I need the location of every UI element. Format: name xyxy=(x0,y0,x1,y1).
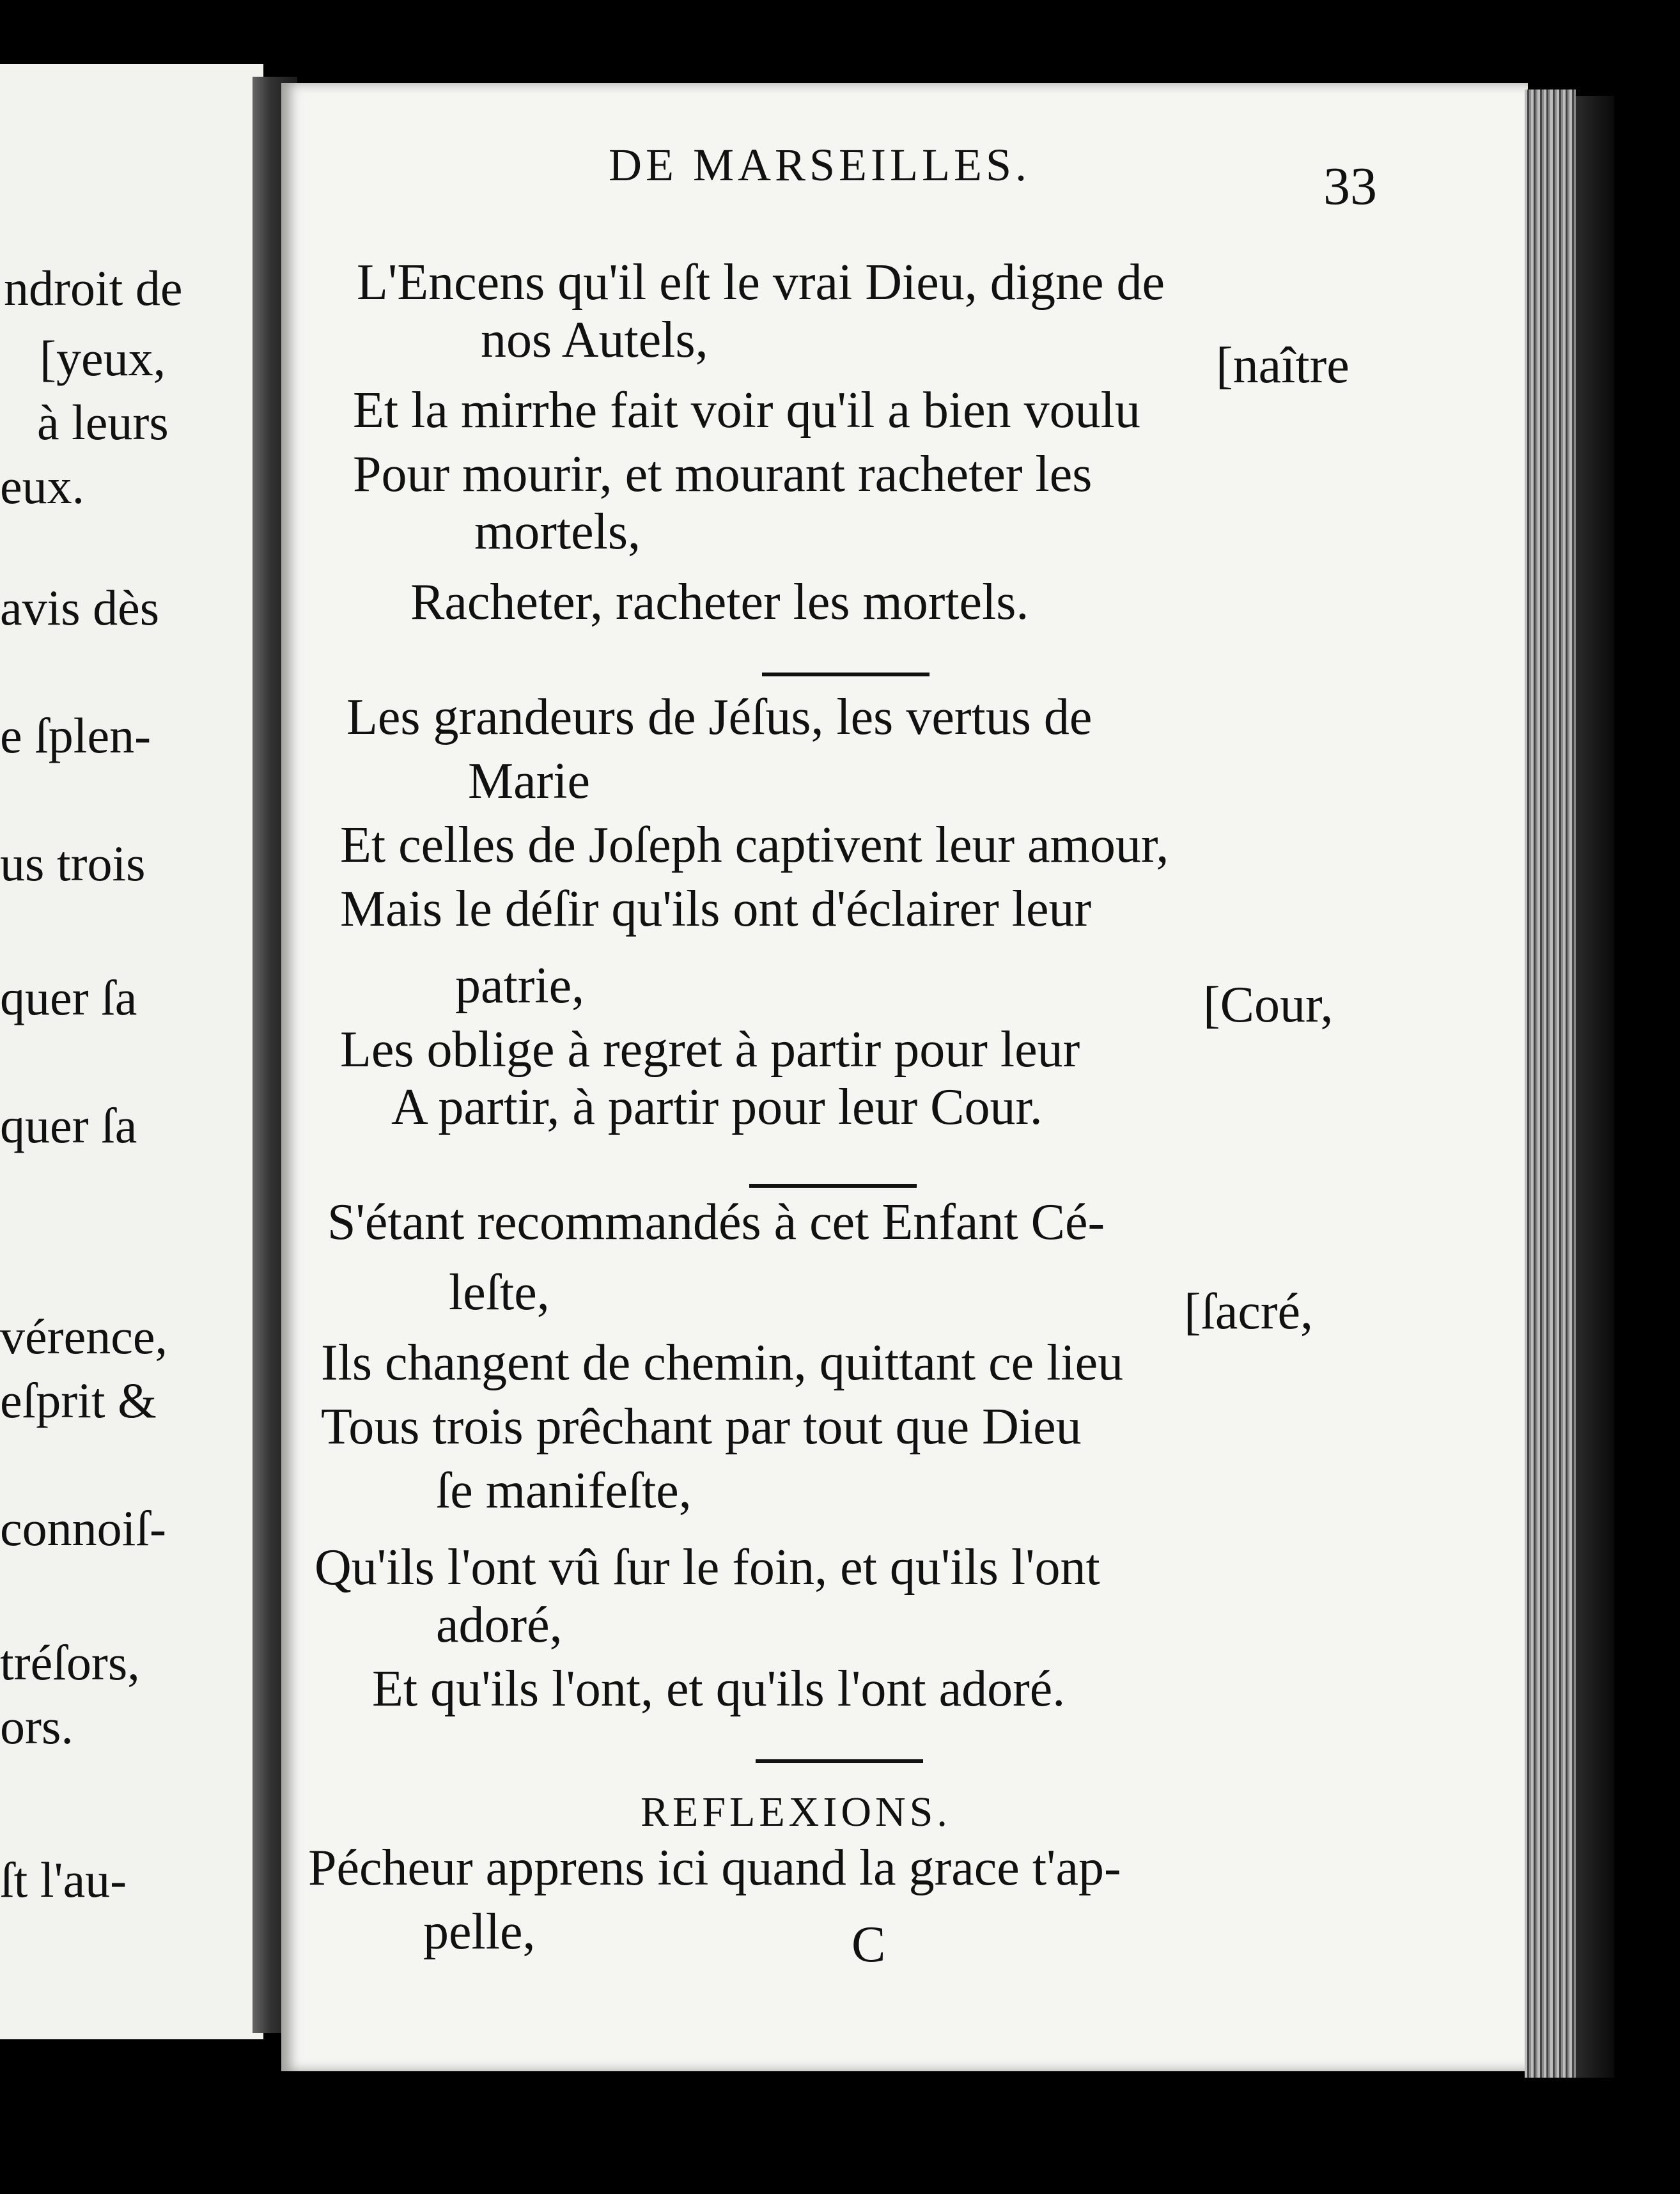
verse-line: adoré, xyxy=(436,1597,563,1653)
verse-line: ſe manifeſte, xyxy=(436,1463,692,1519)
verse-line: Qu'ils l'ont vû ſur le foin, et qu'ils l'ont xyxy=(315,1539,1100,1596)
reflexion-line: pelle, xyxy=(423,1904,536,1960)
verse-line: Racheter, racheter les mortels. xyxy=(410,574,1029,630)
left-fragment: avis dès xyxy=(0,580,160,635)
verse-line: leſte, xyxy=(449,1264,550,1321)
left-fragment: eux. xyxy=(0,458,85,514)
verse-line: Tous trois prêchant par tout que Dieu xyxy=(321,1399,1082,1455)
left-fragment: [yeux, xyxy=(40,331,166,386)
verse-line: L'Encens qu'il eſt le vrai Dieu, digne de xyxy=(357,254,1165,311)
verse-line: Les oblige à regret à partir pour leur xyxy=(340,1022,1080,1078)
verse-line: Et celles de Joſeph captivent leur amour, xyxy=(340,817,1169,873)
verse-line: Pour mourir, et mourant racheter les xyxy=(353,446,1093,502)
page-edges xyxy=(1525,89,1576,2078)
left-fragment: connoiſ- xyxy=(0,1500,166,1556)
left-fragment: à leurs xyxy=(37,394,169,450)
verse-line: [ſacré, xyxy=(1184,1284,1314,1340)
left-fragment: e ſplen- xyxy=(0,708,152,763)
left-fragment: ſt l'au- xyxy=(0,1852,127,1908)
left-fragment: us trois xyxy=(0,836,146,891)
stanza-divider xyxy=(749,1184,917,1188)
reflexion-line: Pécheur apprens ici quand la grace t'ap- xyxy=(308,1840,1121,1896)
left-fragment: ors. xyxy=(0,1699,74,1754)
verse-line: Ils changent de chemin, quittant ce lieu xyxy=(321,1335,1124,1391)
left-fragment: eſprit & xyxy=(0,1373,157,1428)
verse-line: Les grandeurs de Jéſus, les vertus de xyxy=(346,689,1093,745)
verse-line: [naître xyxy=(1216,338,1349,394)
section-heading: REFLEXIONS. xyxy=(641,1789,951,1835)
signature-mark: C xyxy=(852,1917,886,1973)
verse-line: nos Autels, xyxy=(481,312,708,368)
stanza-divider xyxy=(762,673,929,676)
book-cover-edge xyxy=(1576,96,1614,2078)
verse-line: patrie, xyxy=(455,958,585,1014)
verse-line: Marie xyxy=(468,753,591,809)
verse-line: S'étant recommandés à cet Enfant Cé- xyxy=(327,1194,1105,1250)
left-fragment: tréſors, xyxy=(0,1635,140,1690)
verse-line: [Cour, xyxy=(1203,977,1334,1033)
verse-line: A partir, à partir pour leur Cour. xyxy=(391,1079,1043,1135)
stanza-divider xyxy=(756,1759,923,1763)
verse-line: Mais le déſir qu'ils ont d'éclairer leur xyxy=(340,881,1092,937)
verse-line: Et la mirrhe fait voir qu'il a bien voulu xyxy=(353,382,1140,439)
running-head: DE MARSEILLES. xyxy=(609,139,1031,191)
left-fragment: vérence, xyxy=(0,1309,167,1364)
page-number: 33 xyxy=(1323,157,1377,216)
left-fragment: quer ſa xyxy=(0,970,137,1025)
left-fragment: quer ſa xyxy=(0,1098,137,1153)
verse-line: mortels, xyxy=(474,504,641,560)
verse-line: Et qu'ils l'ont, et qu'ils l'ont adoré. xyxy=(372,1661,1066,1717)
left-fragment: ndroit de xyxy=(4,260,183,316)
